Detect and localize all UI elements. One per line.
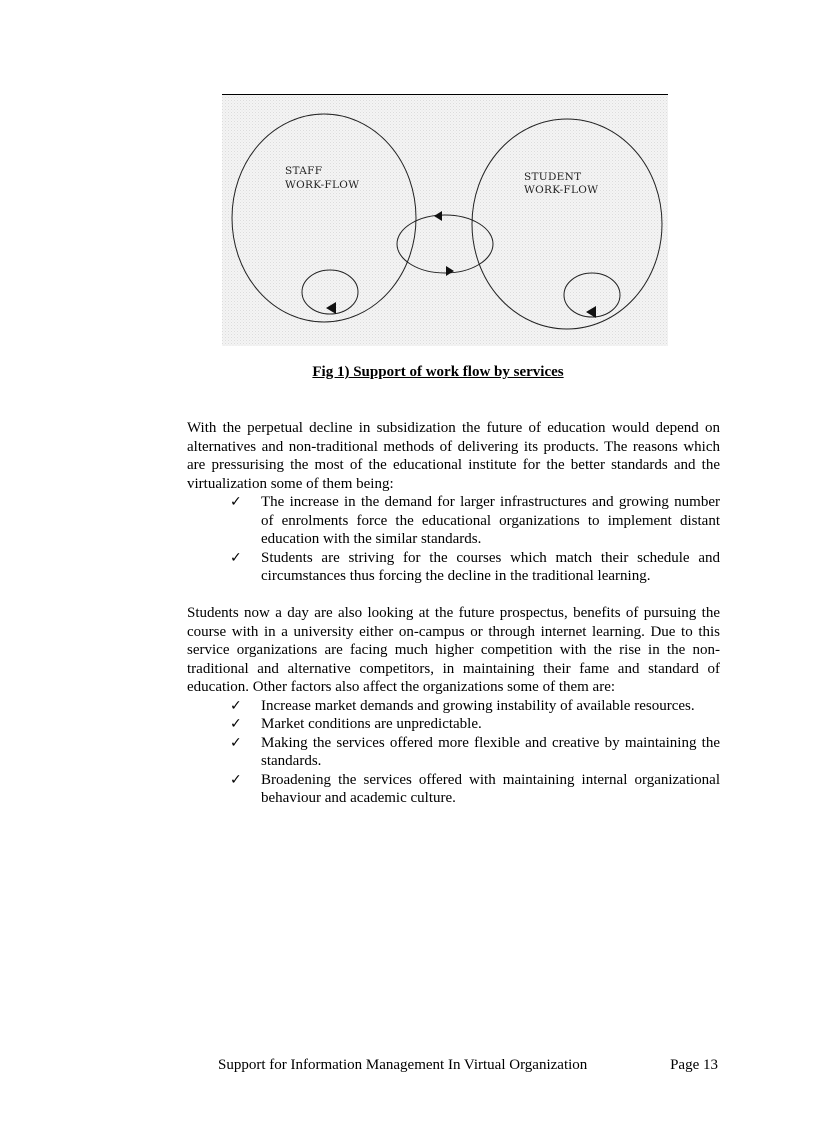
figure-top-rule bbox=[222, 94, 668, 95]
page-number: Page 13 bbox=[670, 1057, 718, 1073]
figure-caption-text: Fig 1) Support of work flow by services bbox=[312, 364, 564, 380]
list-item bbox=[187, 771, 720, 808]
list-item bbox=[187, 493, 720, 549]
list-item bbox=[187, 734, 720, 771]
figure-background bbox=[222, 95, 668, 346]
list-item-text: Increase market demands and growing instability of available resources. bbox=[261, 697, 695, 714]
paragraph-2-block bbox=[187, 604, 720, 808]
list-item bbox=[187, 715, 720, 734]
checkmark-icon: ✓ bbox=[230, 697, 242, 714]
list-item-text: The increase in the demand for larger infrastructures and growing number of enrolments force the educational organizations to implement distant education with the similar standards. bbox=[261, 494, 720, 547]
checkmark-icon: ✓ bbox=[230, 771, 242, 788]
checkmark-icon: ✓ bbox=[230, 734, 242, 751]
workflow-figure bbox=[222, 94, 668, 346]
paragraph-2: Students now a day are also looking at the future prospectus, benefits of pursuing the course with in a university either on-campus or through internet learning. Due to this service organizations are facing much higher competition with the rise in the non-traditional and alternative competitors, in maintaining their fame and standard of education. Other factors also affect the organizations some of them are: bbox=[187, 605, 720, 695]
list-item-text: Students are striving for the courses which match their schedule and circumstances thus forcing the decline in the traditional learning. bbox=[261, 549, 720, 584]
checkmark-icon: ✓ bbox=[230, 549, 242, 566]
paragraph-1-block bbox=[187, 419, 720, 586]
staff-label-line1: STAFF bbox=[285, 165, 323, 177]
list-item-text: Making the services offered more flexible and creative by maintaining the standards. bbox=[261, 734, 720, 769]
list-item bbox=[187, 549, 720, 586]
paragraph-1: With the perpetual decline in subsidization the future of education would depend on alternatives and non-traditional methods of delivering its products. The reasons which are pressurising the most of the educational institute for the better standards and the virtualization some of them being: bbox=[187, 420, 720, 492]
list-item-text: Broadening the services offered with maintaining internal organizational behaviour and academic culture. bbox=[261, 771, 720, 806]
figure-caption bbox=[0, 364, 816, 381]
paragraph-2-list bbox=[187, 697, 720, 808]
student-label-line1: STUDENT bbox=[524, 171, 582, 183]
list-item-text: Market conditions are unpredictable. bbox=[261, 716, 482, 732]
list-item bbox=[187, 697, 720, 716]
checkmark-icon: ✓ bbox=[230, 716, 242, 732]
student-label-line2: WORK-FLOW bbox=[524, 184, 599, 196]
checkmark-icon: ✓ bbox=[230, 494, 242, 510]
footer-title: Support for Information Management In Virtual Organization bbox=[218, 1057, 588, 1073]
paragraph-1-list bbox=[187, 493, 720, 586]
staff-label-line2: WORK-FLOW bbox=[285, 179, 360, 191]
workflow-diagram bbox=[222, 94, 668, 346]
